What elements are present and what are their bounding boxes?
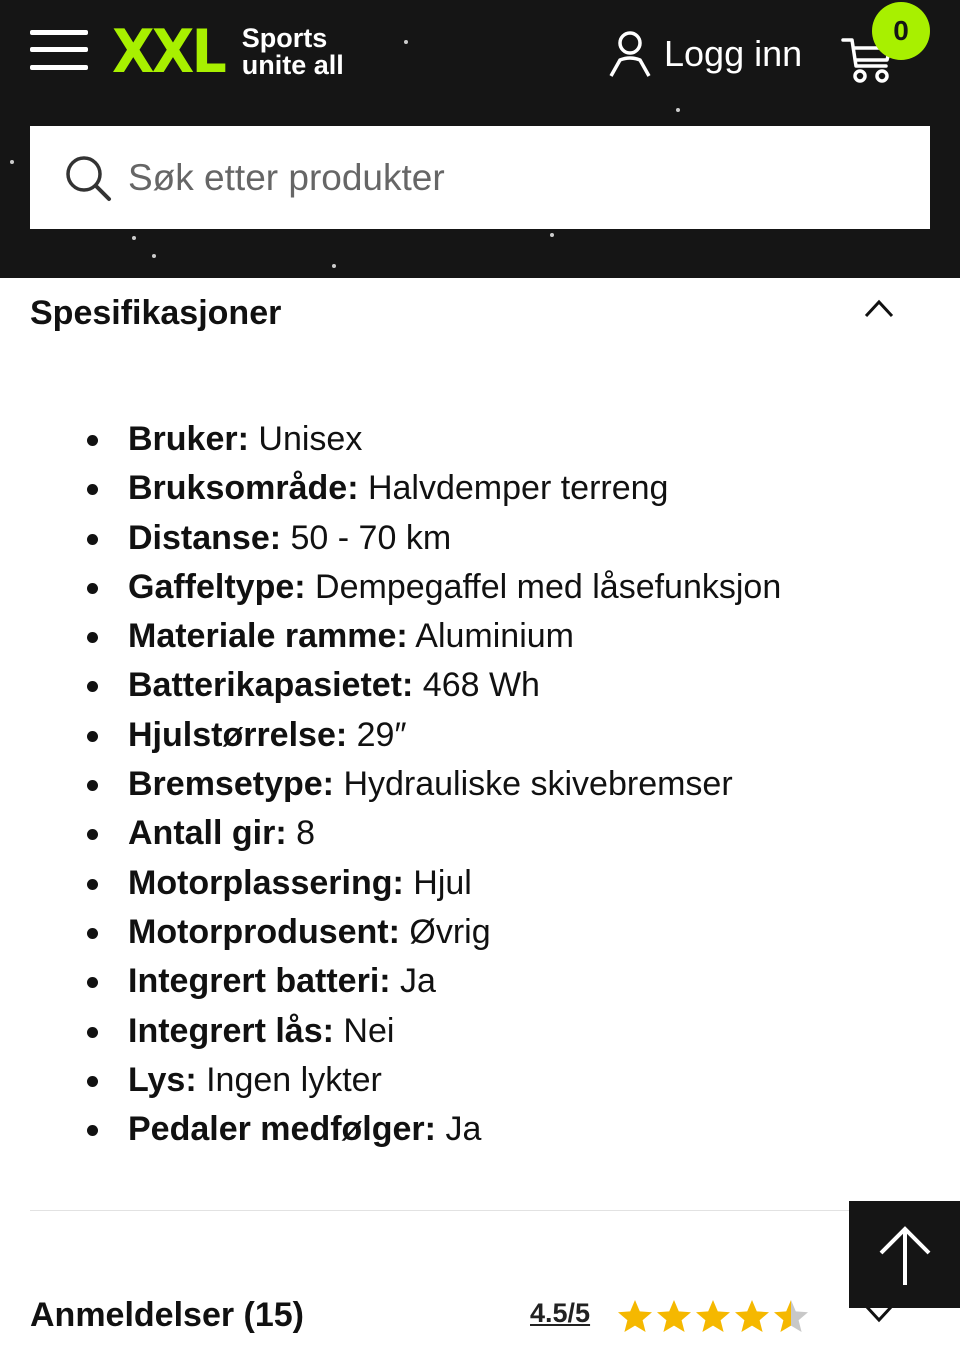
spec-item [0,563,900,612]
spec-item [0,711,900,760]
star-icon [772,1298,810,1334]
chevron-up-icon [864,298,894,318]
specifications-list [0,415,900,1154]
spec-label: Antall gir: [128,814,287,853]
decor-dot [332,264,336,268]
logo-tagline-line2: unite all [241,50,344,80]
spec-label: Pedaler medfølger: [128,1110,436,1149]
search-input[interactable] [128,157,888,199]
decor-dot [404,40,408,44]
spec-label: Lys: [128,1060,197,1099]
site-logo[interactable] [112,17,344,87]
back-to-top-button[interactable] [849,1201,960,1308]
star-icon [616,1298,654,1334]
specifications-title: Spesifikasjoner [30,294,282,332]
spec-value: Ja [445,1110,482,1149]
spec-item [0,760,900,809]
spec-value: Nei [343,1011,395,1050]
search-icon [64,154,112,202]
spec-label: Batterikapasietet: [128,666,414,705]
spec-value: Ingen lykter [206,1060,382,1099]
rating-stars [616,1298,811,1334]
spec-item [0,1056,900,1105]
hamburger-menu-icon[interactable] [30,30,88,72]
specifications-toggle[interactable] [30,288,900,340]
logo-mark: XXL [112,17,225,87]
spec-label: Hjulstørrelse: [128,715,348,754]
spec-value: Halvdemper terreng [367,469,669,508]
decor-dot [132,236,136,240]
spec-value: 468 Wh [422,666,540,705]
cart-count-badge[interactable]: 0 [872,2,930,60]
spec-item [0,809,900,858]
logo-tagline [242,25,344,79]
spec-item [0,957,900,1006]
spec-label: Bruker: [128,420,249,458]
decor-dot [676,108,680,112]
spec-item [0,464,900,513]
spec-value: Unisex [258,420,363,458]
spec-item [0,1105,900,1154]
spec-label: Motorprodusent: [128,912,400,951]
spec-label: Integrert lås: [128,1011,334,1050]
login-label: Logg inn [664,33,803,74]
spec-item [0,859,900,908]
spec-item [0,661,900,710]
star-icon [655,1298,693,1334]
spec-label: Materiale ramme: [128,617,408,656]
search-bar[interactable] [30,126,930,229]
spec-item [0,908,900,957]
user-icon [608,30,652,78]
spec-value: Hydrauliske skivebremser [343,765,733,804]
reviews-toggle[interactable] [30,1290,900,1346]
arrow-up-icon [877,1223,933,1287]
star-icon [733,1298,771,1334]
reviews-title: Anmeldelser (15) [30,1296,304,1334]
spec-label: Motorplassering: [128,863,404,902]
spec-value: Aluminium [415,617,574,656]
section-divider [30,1210,850,1211]
spec-label: Bruksområde: [128,469,359,508]
spec-value: Hjul [413,863,472,902]
spec-label: Integrert batteri: [128,962,391,1001]
decor-dot [152,254,156,258]
spec-value: 8 [296,814,316,853]
decor-dot [550,233,554,237]
spec-value: 50 - 70 km [290,518,452,557]
spec-item [0,415,900,464]
rating-score-link[interactable]: 4.5/5 [530,1298,591,1328]
login-button[interactable] [608,26,802,82]
star-icon [694,1298,732,1334]
spec-item [0,612,900,661]
decor-dot [10,160,14,164]
spec-value: 29″ [356,715,407,754]
spec-item [0,514,900,563]
spec-value: Dempegaffel med låsefunksjon [315,567,782,606]
spec-value: Øvrig [409,912,491,951]
spec-label: Gaffeltype: [128,567,306,606]
spec-label: Bremsetype: [128,765,334,804]
spec-label: Distanse: [128,518,282,557]
site-header [0,0,960,278]
logo-tagline-line1: Sports [241,23,328,53]
spec-value: Ja [400,962,436,1001]
spec-item [0,1007,900,1056]
